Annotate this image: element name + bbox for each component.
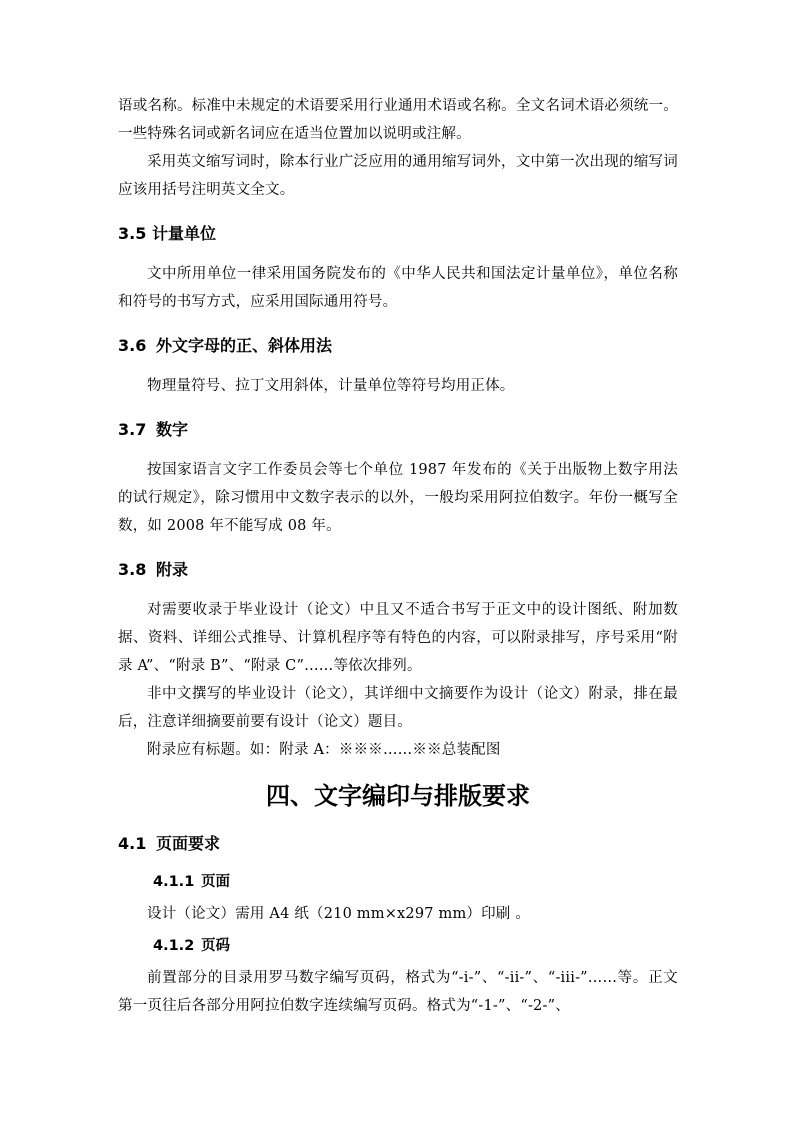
section-heading-3-7	[118, 418, 678, 442]
section-number: 3.8	[118, 560, 147, 579]
paragraph: 文中所用单位一律采用国务院发布的《中华人民共和国法定计量单位》，单位名称和符号的书写方式，应采用国际通用符号。	[118, 266, 678, 310]
paragraph: 附录应有标题。如：附录 A：※※※……※※总装配图	[147, 742, 501, 758]
subsection-number: 4.1.2	[153, 938, 195, 954]
subsection-title: 页面	[201, 874, 230, 890]
paragraph: 非中文撰写的毕业设计（论文），其详细中文摘要作为设计（论文）附录，排在最后，注意详细摘要前要有设计（论文）题目。	[118, 686, 678, 730]
section-title: 数字	[156, 420, 189, 439]
paragraph: 按国家语言文字工作委员会等七个单位 1987 年发布的《关于出版物上数字用法的试行规定》，除习惯用中文数字表示的以外，一般均采用阿拉伯数字。年份一概写全数，如 2008 年不能写成 08 年。	[118, 462, 678, 534]
paragraph: 采用英文缩写词时，除本行业广泛应用的通用缩写词外，文中第一次出现的缩写词应该用括号注明英文全文。	[118, 154, 678, 198]
paragraph: 对需要收录于毕业设计（论文）中且又不适合书写于正文中的设计图纸、附加数据、资料、详细公式推导、计算机程序等有特色的内容，可以附录排写，序号采用“附录 A”、“附录 B”、“附录 C”……等依次排列。	[118, 602, 678, 674]
paragraph: 物理量符号、拉丁文用斜体，计量单位等符号均用正体。	[147, 378, 515, 394]
subsection-number: 4.1.1	[153, 874, 195, 890]
section-number: 3.7	[118, 420, 147, 439]
page-content	[118, 92, 678, 1020]
subsection-title: 页码	[201, 938, 230, 954]
section-number: 3.6	[118, 336, 147, 355]
section-heading-4-1	[118, 832, 678, 856]
subsection-heading-4-1-1	[118, 870, 678, 894]
chapter-heading: 四、文字编印与排版要求	[266, 782, 530, 810]
section-title: 附录	[156, 560, 189, 579]
section-heading-3-8	[118, 558, 678, 582]
section-number: 4.1	[118, 834, 147, 853]
paragraph: 语或名称。标准中未规定的术语要采用行业通用术语或名称。全文名词术语必须统一。一些特殊名词或新名词应在适当位置加以说明或注解。	[118, 98, 678, 142]
section-title: 页面要求	[156, 834, 221, 853]
paragraph: 前置部分的目录用罗马数字编写页码，格式为“-i-”、“-ii-”、“-iii-”……等。正文第一页往后各部分用阿拉伯数字连续编写页码。格式为“-1-”、“-2-”、	[118, 970, 678, 1014]
section-number: 3.5	[118, 224, 147, 243]
section-title: 外文字母的正、斜体用法	[156, 336, 333, 355]
section-heading-3-5	[118, 222, 678, 246]
paragraph: 设计（论文）需用 A4 纸（210 mm×x297 mm）印刷 。	[147, 906, 531, 922]
section-title: 计量单位	[152, 224, 217, 243]
section-heading-3-6	[118, 334, 678, 358]
subsection-heading-4-1-2	[118, 934, 678, 958]
